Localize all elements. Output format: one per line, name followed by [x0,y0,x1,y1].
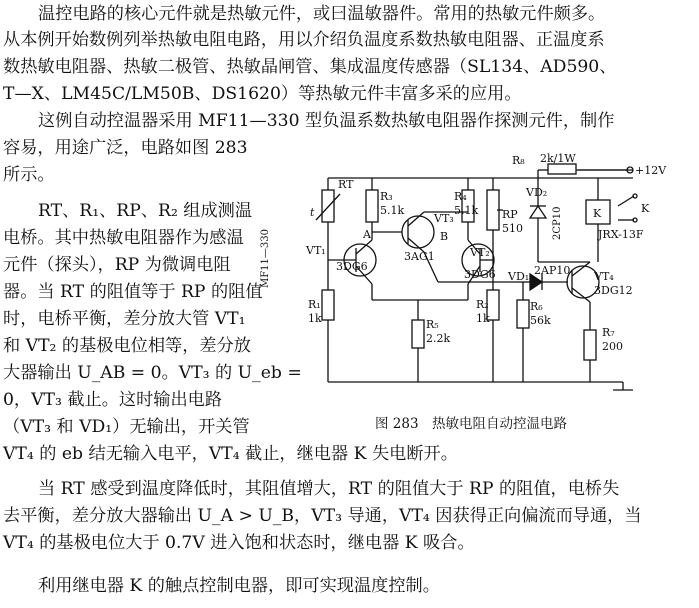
para1-line3: 数热敏电阻器、热敏二极管、热敏晶闸管、集成温度传感器（SL134、AD590、 [3,57,617,77]
label-vd1: VD₁ [508,270,530,283]
label-r8: R₈ [512,154,525,167]
label-relay-k: K [593,207,602,220]
label-r6: R₆ [530,300,543,313]
label-vt4-model: 3DG12 [594,284,633,297]
label-r8-value: 2k/1W [540,152,576,165]
para4-line1: 当 RT 感受到温度降低时，其阻值增大，RT 的阻值大于 RP 的阻值，电桥失 [38,479,620,499]
para3-line5: 时，电桥平衡，差分放大管 VT₁ [3,309,246,329]
label-vd2-model: 2CP10 [552,206,563,240]
label-vt4: VT₄ [594,270,614,283]
label-vcc: +12V [635,164,667,177]
para3-line9: （VT₃ 和 VD₁）无输出，开关管 [3,417,250,437]
para3-line4: 器。当 RT 的阻值等于 RP 的阻值 [3,282,263,302]
para4-line3: VT₄ 的基极电位大于 0.7V 进入饱和状态时，继电器 K 吸合。 [3,533,475,553]
label-a: A [363,228,371,241]
label-r3: R₃ [380,190,393,203]
para2-line1: 这例自动控温器采用 MF11—330 型负温系数热敏电阻器作探测元件，制作 [38,111,615,131]
label-vd1-model: 2AP10 [534,264,571,277]
label-r5-value: 2.2k [426,332,451,345]
label-r1-value: 1k [308,312,322,325]
label-relay-model: JRX-13F [598,228,644,241]
para2-line2: 容易，用途广泛，电路如图 283 [3,138,248,158]
label-contact-k: K [641,202,650,215]
para3-line2: 电桥。其中热敏电阻器作为感温 [3,228,244,248]
para1-line4: T—X、LM45C/LM50B、DS1620）等热敏元件丰富多采的应用。 [3,84,522,104]
para3-line8: 0，VT₃ 截止。这时输出电路 [3,390,223,410]
para3-line10: VT₄ 的 eb 结无输入电平，VT₄ 截止，继电器 K 失电断开。 [3,444,458,464]
label-t: t [310,206,315,219]
para5-line1: 利用继电器 K 的触点控制电器，即可实现温度控制。 [38,576,440,596]
label-r6-value: 56k [530,314,551,327]
para3-line6: 和 VT₂ 的基极电位相等，差分放 [3,336,251,356]
label-rt: RT [338,178,354,191]
label-r1: R₁ [308,298,321,311]
circuit-figure [260,152,699,434]
label-vt2-model: 3DG6 [464,268,496,281]
label-r3-value: 5.1k [380,204,405,217]
para3-line7: 大器输出 U_AB = 0。VT₃ 的 U_eb = [3,363,302,383]
circuit-schematic [260,152,699,410]
label-rp: RP [502,208,518,221]
para2-line3: 所示。 [3,165,55,185]
label-r5: R₅ [426,318,439,331]
label-r2: R₂ [476,298,489,311]
label-r4: R₄ [454,190,467,203]
para1-line1: 温控电路的核心元件就是热敏元件，或曰温敏器件。常用的热敏元件颇多。 [38,4,606,24]
label-r4-value: 5.1k [454,204,479,217]
label-mf11: MF11—330 [260,229,271,288]
para4-line2: 去平衡，差分放大器输出 U_A > U_B，VT₃ 导通，VT₄ 因获得正向偏流而导通，当 [3,506,642,526]
figure-caption: 图 283 热敏电阻自动控温电路 [375,416,568,432]
label-vt1-model: 3DG6 [336,260,368,273]
label-vt2: VT₂ [470,246,490,259]
para3-line3: 元件（探头），RP 为微调电阻 [3,255,231,275]
label-r7-value: 200 [602,340,623,353]
label-b: B [440,230,449,243]
para1-line2: 从本例开始数例列举热敏电阻电路，用以介绍负温度系数热敏电阻器、正温度系 [3,30,605,50]
label-vt1: VT₁ [306,244,326,257]
label-r2-value: 1k [476,312,490,325]
label-rp-value: 510 [502,222,523,235]
label-vt3: VT₃ [434,212,454,225]
label-vd2: VD₂ [526,186,548,199]
label-r7: R₇ [602,326,615,339]
label-vt3-model: 3AG1 [404,250,435,263]
para3-line1: RT、R₁、RP、R₂ 组成测温 [38,201,253,221]
